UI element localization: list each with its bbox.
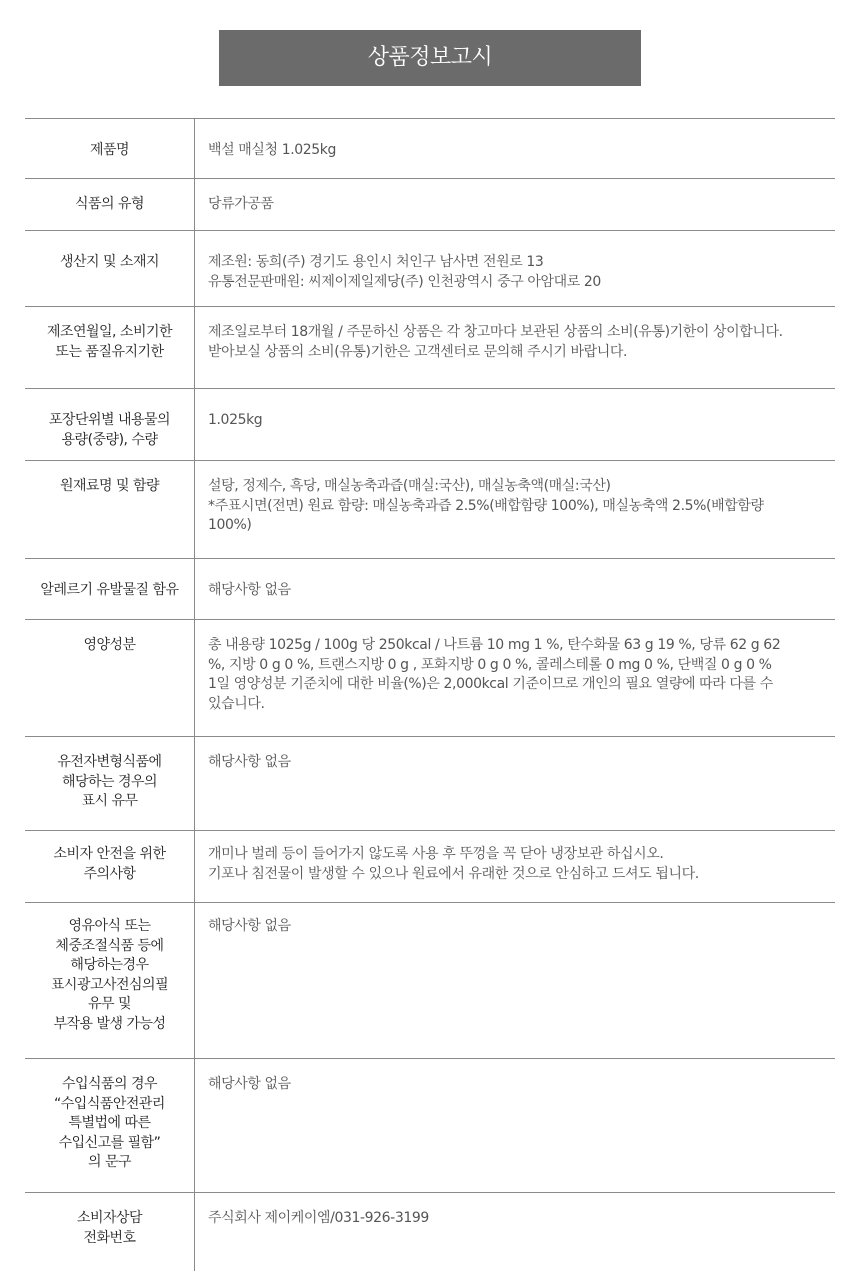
row-label: 소비자 안전을 위한 주의사항: [25, 831, 195, 902]
table-row-safety-notice: [25, 831, 835, 903]
table-row-expiry: [25, 307, 835, 389]
row-value: 개미나 벌레 등이 들어가지 않도록 사용 후 뚜껑을 꼭 닫아 냉장보관 하십시오. 기포나 침전물이 발생할 수 있으나 원료에서 유래한 것으로 안심하고 드셔도 됩니다.: [208, 846, 699, 882]
table-row-gmo: [25, 737, 835, 831]
row-value: 백설 매실청 1.025kg: [208, 142, 336, 158]
row-value: 해당사항 없음: [208, 1076, 291, 1092]
page-title: 상품정보고시: [219, 30, 641, 86]
row-label: 생산지 및 소재지: [25, 231, 195, 306]
row-label: 포장단위별 내용물의 용량(중량), 수량: [25, 389, 195, 460]
table-row-origin: [25, 231, 835, 307]
table-row-imported-food: [25, 1059, 835, 1193]
row-value: 1.025kg: [208, 412, 263, 428]
row-label: 영양성분: [25, 620, 195, 736]
row-value: 제조일로부터 18개월 / 주문하신 상품은 각 창고마다 보관된 상품의 소비(유통)기한이 상이합니다. 받아보실 상품의 소비(유통)기한은 고객센터로 문의해 주시기 바랍니다.: [208, 324, 783, 360]
row-value: 해당사항 없음: [208, 918, 291, 934]
product-info-table: [25, 118, 835, 1271]
table-row-food-type: [25, 179, 835, 231]
row-label: 수입식품의 경우 “수입식품안전관리 특별법에 따른 수입신고를 필함” 의 문구: [25, 1059, 195, 1192]
row-value: 설탕, 정제수, 흑당, 매실농축과즙(매실:국산), 매실농축액(매실:국산) *주표시면(전면) 원료 함량: 매실농축과즙 2.5%(배합함량 100%), 매실농축액 2.5%(배합함량 100%): [208, 478, 764, 533]
table-row-capacity: [25, 389, 835, 461]
row-label: 식품의 유형: [25, 179, 195, 230]
row-value: 주식회사 제이케이엠/031-926-3199: [208, 1210, 429, 1226]
table-row-product-name: [25, 119, 835, 179]
row-label: 알레르기 유발물질 함유: [25, 559, 195, 619]
row-value: 당류가공품: [208, 196, 274, 212]
table-row-allergen: [25, 559, 835, 620]
row-label: 제품명: [25, 119, 195, 178]
row-label: 원재료명 및 함량: [25, 461, 195, 558]
row-value: 제조원: 동희(주) 경기도 용인시 처인구 남사면 전원로 13 유통전문판매원: 씨제이제일제당(주) 인천광역시 중구 아암대로 20: [208, 254, 601, 290]
row-value: 총 내용량 1025g / 100g 당 250kcal / 나트륨 10 mg 1 %, 탄수화물 63 g 19 %, 당류 62 g 62 %, 지방 0 g 0 %, 트랜스지방 0 g , 포화지방 0 g 0 %, 콜레스테롤 0 mg 0 %, 단백질 0 g 0 % 1일 영양성분 기준치에 대한 비율(%)은 2,000kcal 기준이므로 개인의 필요 열량에 따라 다를 수 있습니다.: [208, 637, 781, 712]
row-label: 제조연월일, 소비기한 또는 품질유지기한: [25, 307, 195, 388]
row-value: 해당사항 없음: [208, 754, 291, 770]
table-row-nutrition: [25, 620, 835, 737]
table-row-ingredients: [25, 461, 835, 559]
row-label: 영유아식 또는 체중조절식품 등에 해당하는경우 표시광고사전심의필 유무 및 부작용 발생 가능성: [25, 903, 195, 1058]
row-label: 유전자변형식품에 해당하는 경우의 표시 유무: [25, 737, 195, 830]
table-row-customer-service: [25, 1193, 835, 1271]
row-label: 소비자상담 전화번호: [25, 1193, 195, 1271]
row-value: 해당사항 없음: [208, 582, 291, 598]
table-row-infant-food: [25, 903, 835, 1059]
